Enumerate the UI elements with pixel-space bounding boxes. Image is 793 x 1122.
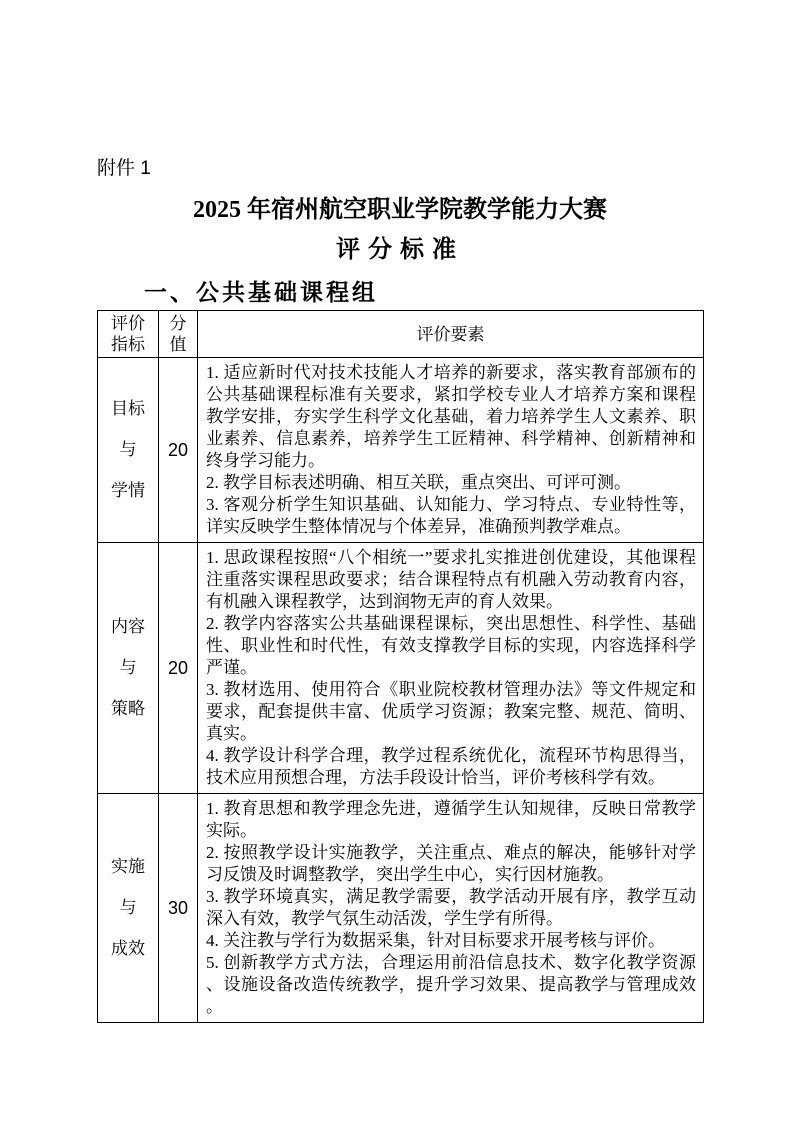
indicator-stack [98, 398, 158, 502]
criteria-item: 1. 思政课程按照“八个相统一”要求扎实推进创优建设，其他课程注重落实课程思政要求；结合课程特点有机融入劳动教育内容，有机融入课程教学，达到润物无声的育人效果。 [206, 548, 696, 611]
doc-title-line1: 2025 年宿州航空职业学院教学能力大赛 [193, 197, 607, 223]
criteria-item: 2. 教学目标表述明确、相互关联，重点突出、可评可测。 [206, 473, 631, 492]
indicator-cell [98, 543, 159, 794]
criteria-item: 4. 教学设计科学合理，教学过程系统优化，流程环节构思得当，技术应用预想合理，方法手段设计恰当，评价考核科学有效。 [206, 746, 696, 787]
score-cell: 20 [159, 358, 198, 543]
scoring-table [97, 310, 704, 1023]
criteria-item: 2. 按照教学设计实施教学，关注重点、难点的解决，能够针对学习反馈及时调整教学，突出学生中心，实行因材施教。 [206, 843, 696, 884]
criteria-item: 3. 教材选用、使用符合《职业院校教材管理办法》等文件规定和要求，配套提供丰富、优质学习资源；教案完整、规范、简明、真实。 [206, 680, 696, 743]
indicator-cell [98, 794, 159, 1023]
criteria-item: 1. 教育思想和教学理念先进，遵循学生认知规律，反映日常教学实际。 [206, 799, 696, 840]
table-header-row [98, 311, 704, 358]
criteria-item: 3. 教学环境真实，满足教学需要，教学活动开展有序，教学互动深入有效，教学气氛生动活泼，学生学有所得。 [206, 887, 696, 928]
table-row-implementation [98, 794, 704, 1023]
indicator-line: 与 [119, 658, 137, 677]
header-cell-indicator [98, 311, 159, 358]
elements-cell [198, 543, 704, 794]
score-cell: 20 [159, 543, 198, 794]
elements-cell [198, 358, 704, 543]
criteria-item: 4. 关注教与学行为数据采集，针对目标要求开展考核与评价。 [206, 931, 665, 950]
doc-title-line2: 评分标准 [336, 237, 464, 263]
indicator-line: 与 [119, 440, 137, 459]
header-indicator-line1: 评价 [111, 314, 145, 333]
criteria-item: 1. 适应新时代对技术技能人才培养的新要求，落实教育部颁布的公共基础课程标准有关要求，紧扣学校专业人才培养方案和课程教学安排，夯实学生科学文化基础，着力培养学生人文素养、职业素养、信息素养，培养学生工匠精神、科学精神、创新精神和终身学习能力。 [206, 363, 696, 470]
table-row-content [98, 543, 704, 794]
score-cell: 30 [159, 794, 198, 1023]
indicator-line: 成效 [111, 939, 145, 958]
header-score-line2: 值 [169, 335, 187, 354]
indicator-stack [98, 856, 158, 960]
header-cell-elements: 评价要素 [198, 311, 704, 358]
indicator-stack [98, 616, 158, 720]
criteria-item: 3. 客观分析学生知识基础、认知能力、学习特点、专业特性等，详实反映学生整体情况与个体差异，准确预判教学难点。 [206, 495, 696, 536]
indicator-cell [98, 358, 159, 543]
indicator-line: 学情 [111, 481, 145, 500]
header-indicator-line2: 指标 [111, 335, 145, 354]
attachment-label: 附件 1 [97, 158, 151, 179]
section-heading: 一、公共基础课程组 [144, 279, 378, 305]
indicator-line: 策略 [111, 699, 145, 718]
table-row-goals [98, 358, 704, 543]
indicator-line: 与 [119, 898, 137, 917]
criteria-item: 2. 教学内容落实公共基础课程课标，突出思想性、科学性、基础性、职业性和时代性，有效支撑教学目标的实现，内容选择科学严谨。 [206, 614, 696, 677]
indicator-line: 实施 [111, 857, 145, 876]
elements-cell [198, 794, 704, 1023]
criteria-item: 5. 创新教学方式方法，合理运用前沿信息技术、数字化教学资源、设施设备改造传统教学，提升学习效果、提高教学与管理成效。 [206, 953, 696, 1016]
header-score-line1: 分 [169, 314, 187, 333]
indicator-line: 内容 [111, 617, 145, 636]
indicator-line: 目标 [111, 399, 145, 418]
header-cell-score [159, 311, 198, 358]
